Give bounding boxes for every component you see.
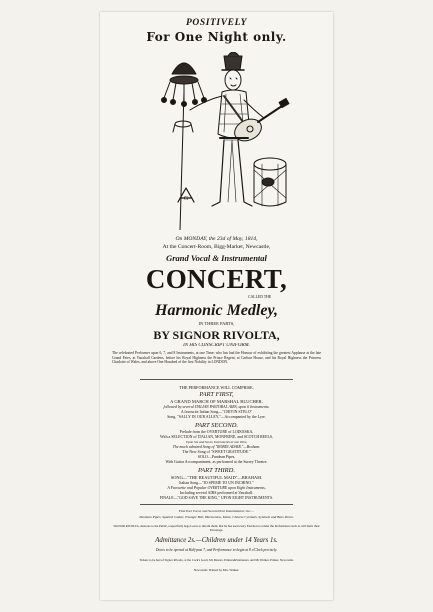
doors-time: Doors to be opened at Half-past 7, and Performance to begin at 8 o'Clock precisely. [155,548,278,552]
performer-introduction: The celebrated Performer upon 6, 7, and 8 Instruments, at one Time; who has had the Honour of exhibiting the greatest Applause at the late Grand Fetes, at Vauxhall Gardens, before his Royal Highness the Prince Regent, at Carlton House, and his Royal Highness the Princess Charlotte of Wales, and above One Hundred of the first Nobility in LONDON. [112,351,321,365]
part-second-line: With a SELECTION of ITALIAN, MONFRINE, and SCOTCH REELS, [159,435,274,439]
concert-heading: CONCERT, [145,264,288,294]
part-second-line: SOLO—Pandean Pipes, [197,455,236,459]
part-second-line: With Guitar Accompaniment, as performed at the Surrey Theatre. [165,460,268,464]
venue-line: At the Concert-Room, Bigg-Market, Newcastle, [162,244,271,250]
ticket-sales: Tickets to be had of Signor Rivolta, at the Cock's Gosli, Mr Mossrs, Printers&Stationers, and Mr Walker, Printer, Newcastle. [139,558,294,562]
svg-text:G: G [183,196,189,202]
divider [140,379,293,380]
harmonic-medley-title: Harmonic Medley, [155,302,278,319]
instruments-list: Pandean Pipes, Spanish Guitar, Triangle Bell, Harmonica, Tabor, Chinese Cymbals, Symbals and Bass Drum. [139,515,294,519]
playbill-sheet [100,12,333,600]
part-second-line: Upon Six and Seven Instruments at one Time. [185,440,248,444]
conscript-uniform: IN HIS CONSCRIPT UNIFORM. [183,343,250,348]
part-second-line: The much admired Song of "ROBIN ADAIR."—Braham. [172,445,261,449]
headline: POSITIVELY [185,18,248,28]
performer-illustration [140,52,293,230]
three-parts: IN THREE PARTS, [198,321,235,326]
printer-imprint: Newcastle: Printed by Mrs. Walker. [193,568,240,572]
part-third-line: A Favourite and Popular OVERTURE upon Eight Instruments, [167,486,266,490]
admittance: Admittance 2s.—Children under 14 Years 1s. [155,537,278,544]
part-third-line: FINALE—"GOD SAVE THE KING," UPON EIGHT INSTRUMENTS. [159,496,274,500]
part-third-line: Including several AIRS performed at Vauxhall. [179,491,254,495]
part-third-line: SONG—"THE BEAUTIFUL MAID"—BRAHAM. [170,475,263,480]
subheadline: For One Night only. [146,30,287,44]
divider [140,504,293,505]
part-second-line: The New Song of "SWEET GRATITUDE." [182,450,251,454]
instruments-line: First Part Vocal, and Second Part Instrumental, viz:— [178,509,255,513]
part-first-line: followed by several ITALIAN PASTORAL AIRS, upon 6 Instruments. [163,405,270,409]
part-first-title: PART FIRST, [199,391,234,398]
date-line: On MONDAY, the 23d of May, 1814, [175,236,258,242]
part-third-line: Italian Song—"IO SPEME TO UN INCHINO." [179,481,254,485]
part-first-line: A GRAND MARCH OF MARSHAL BLUCHER, [170,399,263,404]
grand-vocal-line: Grand Vocal & Instrumental [166,253,267,263]
rivolta-notice: SIGNOR RIVOLTA, desirous to the Public, respectfully begs Leave to inform them, that he has used every Exertion to render the Performance such as will merit their Patronage. [113,524,320,532]
called-the: CALLED THE [248,295,272,299]
performance-will-comprise: THE PERFORMANCE WILL COMPRISE, [179,385,254,390]
part-first-line: A favourite Italian Song—"CHIVIN STELO" [180,410,253,414]
part-third-title: PART THIRD. [198,467,235,474]
part-second-line: Prelude from the OVERTURE of LODOISKA, [179,430,254,434]
performer-name: BY SIGNOR RIVOLTA, [153,328,280,342]
part-first-line: Song, "SALLY IN OUR ALLEY,"—Accompanied by the Lyre. [167,415,266,419]
part-second-title: PART SECOND. [194,422,239,429]
